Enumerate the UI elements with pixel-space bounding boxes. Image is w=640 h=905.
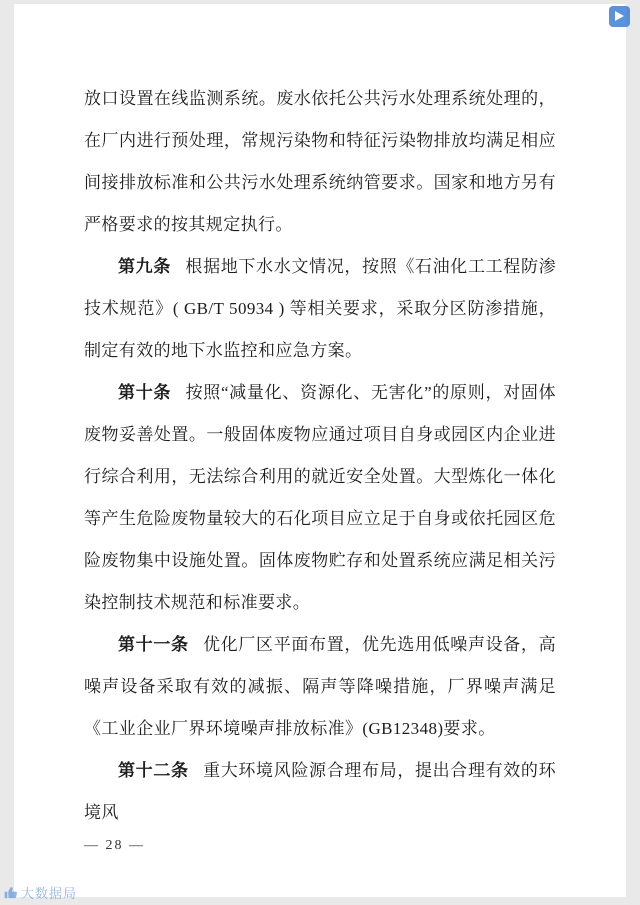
paragraph-article-11 (84, 624, 556, 750)
paragraph-text: 根据地下水水文情况，按照《石油化工工程防渗技术规范》( GB/T 50934 ) 等相关要求，采取分区防渗措施，制定有效的地下水监控和应急方案。 (84, 257, 556, 360)
paragraph-article-12 (84, 750, 556, 834)
watermark-bottom-left (3, 883, 77, 902)
page-body-text (84, 78, 556, 834)
document-page (14, 4, 626, 897)
watermark-text: 大数据局 (21, 886, 78, 901)
paragraph-article-10 (84, 372, 556, 624)
paragraph-text: 优化厂区平面布置，优先选用低噪声设备，高噪声设备采取有效的减振、隔声等降噪措施，厂界噪声满足《工业企业厂界环境噪声排放标准》(GB12348)要求。 (84, 635, 556, 738)
paragraph-article-9 (84, 246, 556, 372)
thumb-up-icon (3, 885, 18, 900)
article-number-label: 第十一条 (118, 635, 189, 654)
paragraph-text: 放口设置在线监测系统。废水依托公共污水处理系统处理的，在厂内进行预处理，常规污染物和特征污染物排放均满足相应间接排放标准和公共污水处理系统纳管要求。国家和地方另有严格要求的按其规定执行。 (84, 89, 556, 234)
article-number-label: 第十条 (118, 383, 172, 402)
paragraph-text: 按照“减量化、资源化、无害化”的原则，对固体废物妥善处置。一般固体废物应通过项目自身或园区内企业进行综合利用，无法综合利用的就近安全处置。大型炼化一体化等产生危险废物量较大的石化项目应立足于自身或依托园区危险废物集中设施处置。固体废物贮存和处置系统应满足相关污染控制技术规范和标准要求。 (84, 383, 557, 612)
page-number: — 28 — (84, 838, 145, 853)
paragraph-continuation (84, 78, 556, 246)
article-number-label: 第九条 (118, 257, 171, 276)
paragraph-text: 重大环境风险源合理布局，提出合理有效的环境风 (84, 761, 556, 822)
article-number-label: 第十二条 (118, 761, 189, 780)
watermark-app-icon (609, 6, 630, 27)
